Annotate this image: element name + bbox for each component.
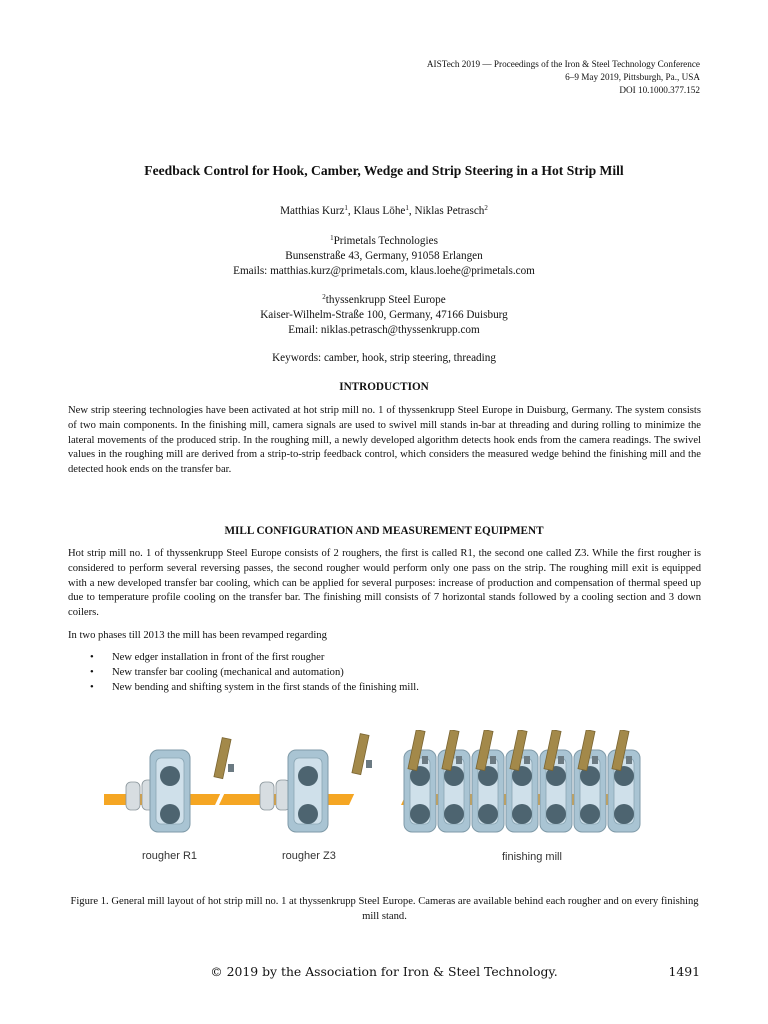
affiliation-org: Primetals Technologies <box>333 235 438 247</box>
bullet-dot-icon: • <box>90 681 94 693</box>
finishing-stand-3-bottom-roll <box>478 804 498 824</box>
camera-r1-body <box>214 738 231 779</box>
mill-layout-figure <box>104 730 652 870</box>
finishing-camera-6-lens <box>592 756 598 764</box>
page-number: 1491 <box>668 964 700 979</box>
camera-z3-body <box>352 734 369 775</box>
affiliation-email: Emails: matthias.kurz@primetals.com, klaus.loehe@primetals.com <box>233 265 535 277</box>
author-affiliation-mark: 1 <box>344 204 348 212</box>
stand-z3-top-roll <box>298 766 318 786</box>
label-rougher-z3: rougher Z3 <box>282 850 336 862</box>
section-heading-introduction: INTRODUCTION <box>339 381 429 393</box>
list-item: • New bending and shifting system in the first stands of the finishing mill. <box>90 681 690 696</box>
author-name: Niklas Petrasch <box>414 205 485 217</box>
stand-r1-bottom-roll <box>160 804 180 824</box>
finishing-camera-2-lens <box>456 756 462 764</box>
camera-r1-lens <box>228 764 234 772</box>
finishing-camera-7-lens <box>626 756 632 764</box>
revamp-bullet-list <box>90 651 690 695</box>
label-rougher-r1: rougher R1 <box>142 850 198 862</box>
affiliation-email: Email: niklas.petrasch@thyssenkrupp.com <box>288 324 480 336</box>
bullet-dot-icon: • <box>90 666 94 678</box>
author-affiliation-mark: 2 <box>484 204 488 212</box>
affiliation-2 <box>0 293 768 338</box>
finishing-stand-1-bottom-roll <box>410 804 430 824</box>
edger-z3-left <box>260 782 274 810</box>
conference-dates: 6–9 May 2019, Pittsburgh, Pa., USA <box>565 72 700 82</box>
bullet-dot-icon: • <box>90 652 94 663</box>
finishing-camera-1-lens <box>422 756 428 764</box>
keywords: Keywords: camber, hook, strip steering, threading <box>272 352 496 364</box>
copyright-footer: © 2019 by the Association for Iron & Steel Technology. <box>210 964 558 979</box>
mill-layout-diagram <box>104 730 652 870</box>
finishing-camera-4-lens <box>524 756 530 764</box>
conference-header <box>280 58 700 97</box>
author-affiliation-mark: 1 <box>405 204 409 212</box>
affiliation-mark: 2 <box>322 293 326 301</box>
affiliation-org: thyssenkrupp Steel Europe <box>325 294 446 306</box>
finishing-stand-4-bottom-roll <box>512 804 532 824</box>
finishing-stand-2-bottom-roll <box>444 804 464 824</box>
doi: DOI 10.1000.377.152 <box>619 85 700 95</box>
finishing-camera-5-lens <box>558 756 564 764</box>
stand-r1-top-roll <box>160 766 180 786</box>
affiliation-address: Kaiser-Wilhelm-Straße 100, Germany, 47166 Duisburg <box>260 309 508 321</box>
affiliation-address: Bunsenstraße 43, Germany, 91058 Erlangen <box>285 250 483 262</box>
finishing-stand-5-bottom-roll <box>546 804 566 824</box>
author-name: Klaus Löhe <box>353 205 406 217</box>
author-name: Matthias Kurz <box>280 205 345 217</box>
mill-configuration-paragraph: Hot strip mill no. 1 of thyssenkrupp Steel Europe consists of 2 roughers, the first is called R1, the second one called Z3. While the first rougher is considered to perform several reversing passes, the second rougher would perform only one pass on the strip. The roughing mill exit is equipped with a new developed transfer bar cooling, which can be applied for several purposes: increase of production and compensation of thermal speed up due to temperature profile cooling on the transfer bar. The finishing mill consists of 7 horizontal stands followed by a cooling section and 3 down coilers. <box>68 548 701 619</box>
label-finishing-mill: finishing mill <box>502 851 562 863</box>
revamp-intro-paragraph: In two phases till 2013 the mill has been revamped regarding <box>68 630 327 641</box>
finishing-stand-7-bottom-roll <box>614 804 634 824</box>
affiliation-mark: 1 <box>330 234 334 242</box>
affiliation-1 <box>0 234 768 279</box>
list-item: • New transfer bar cooling (mechanical and automation) <box>90 666 690 681</box>
list-item: • New edger installation in front of the first rougher <box>90 651 690 666</box>
paper-title: Feedback Control for Hook, Camber, Wedge and Strip Steering in a Hot Strip Mill <box>144 163 624 178</box>
conference-name: AISTech 2019 — Proceedings of the Iron & Steel Technology Conference <box>426 59 700 69</box>
stand-z3-bottom-roll <box>298 804 318 824</box>
section-heading-mill-configuration: MILL CONFIGURATION AND MEASUREMENT EQUIPMENT <box>224 525 544 537</box>
figure-caption: Figure 1. General mill layout of hot strip mill no. 1 at thyssenkrupp Steel Europe. Cameras are available behind each rougher and on every finishing mill stand. <box>70 896 699 922</box>
finishing-stand-6-bottom-roll <box>580 804 600 824</box>
edger-r1-left <box>126 782 140 810</box>
author-list: Matthias Kurz$^1$, Klaus Löhe$^1$, Niklas Petrasch$^2$ <box>280 204 488 217</box>
introduction-paragraph: New strip steering technologies have been activated at hot strip mill no. 1 of thyssenkrupp Steel Europe in Duisburg, Germany. The system consists of two main components. In the finishing mill, camera signals are used to swivel mill stands in-bar at threading and during rolling to minimize the lateral movements of the produced strip. In the roughing mill, a newly developed algorithm detects hook ends from the camera readings. The swivel values in the roughing mill are derived from a strip-to-strip feedback control, which considers the measured wedge behind the finishing mill and the detected hook ends on the transfer bar. <box>68 405 701 476</box>
camera-z3-lens <box>366 760 372 768</box>
finishing-camera-3-lens <box>490 756 496 764</box>
